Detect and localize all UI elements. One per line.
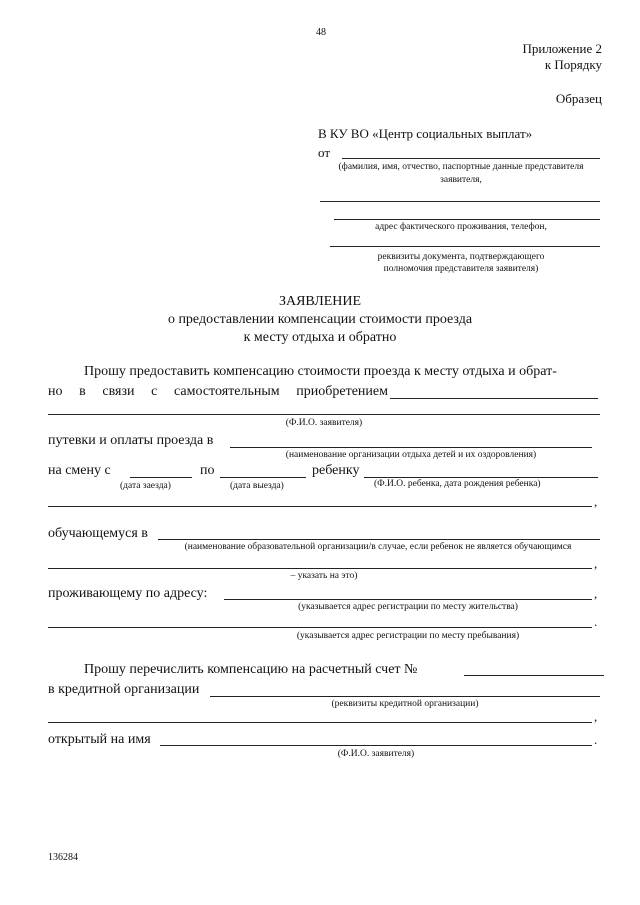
account-holder-line[interactable] [160,745,592,746]
request-word: но [48,384,63,399]
applicant-name-line[interactable] [48,414,600,415]
document-subtitle-2: к месту отдыха и обратно [243,330,397,345]
comma: , [594,709,598,724]
account-number-line[interactable] [464,675,604,676]
registration-address-line[interactable] [224,599,592,600]
hint-arrival: (дата заезда) [120,481,171,491]
hint-fio-end: (Ф.И.О. заявителя) [337,749,415,759]
stay-address-line[interactable] [48,627,592,628]
bank-line[interactable] [210,696,600,697]
appendix-line-1: Приложение 2 [522,41,602,56]
addressee-hint-5: полномочия представителя заявителя) [383,264,539,274]
addressee-line-2[interactable] [320,201,600,202]
request-word: самостоятельным [174,384,280,399]
request-word: с [151,384,158,399]
organization-line[interactable] [230,447,592,448]
footer-code: 136284 [48,852,78,863]
shift-to-label: по [200,463,215,478]
hint-education-2: – указать на это) [290,571,358,581]
hint-stay: (указывается адрес регистрации по месту пребывания) [296,631,520,641]
comma: , [594,586,598,601]
opened-label: открытый на имя [48,732,151,747]
page-number: 48 [316,27,326,38]
arrival-date-line[interactable] [130,477,192,478]
hint-departure: (дата выезда) [230,481,284,491]
bank-line-2[interactable] [48,722,592,723]
request-word: приобретением [296,384,388,399]
education-line-2[interactable] [48,568,592,569]
transfer-label: Прошу перечислить компенсацию на расчетный счет № [84,662,418,677]
hint-child: (Ф.И.О. ребенка, дата рождения ребенка) [374,479,541,489]
comma: , [594,494,598,509]
student-label: обучающемуся в [48,526,148,541]
hint-registration: (указывается адрес регистрации по месту жительства) [298,602,518,612]
addressee-line-4[interactable] [330,246,600,247]
addressee-hint-1: (фамилия, имя, отчество, паспортные данные представителя [338,162,584,172]
child-line[interactable] [364,477,598,478]
hint-bank: (реквизиты кредитной организации) [331,699,479,709]
sample-label: Образец [555,91,602,106]
request-line-2 [48,384,388,400]
document-title: ЗАЯВЛЕНИЕ [278,294,362,309]
hint-fio-applicant: (Ф.И.О. заявителя) [285,418,363,428]
education-line[interactable] [158,539,600,540]
voucher-label: путевки и оплаты проезда в [48,433,214,448]
addressee-hint-2: заявителя, [440,175,482,185]
comma: , [594,556,598,571]
request-line-1: Прошу предоставить компенсацию стоимости проезда к месту отдыха и обрат- [84,364,557,379]
departure-date-line[interactable] [220,477,306,478]
addressee-hint-4: реквизиты документа, подтверждающего [377,252,545,262]
addressee-from-label: от [318,145,331,160]
addressee-from-line[interactable] [342,158,600,159]
child-line-2[interactable] [48,506,592,507]
period: . [594,614,598,629]
request-word: в [79,384,86,399]
request-acquisition-line[interactable] [390,398,598,399]
child-label: ребенку [312,463,360,478]
addressee-to: В КУ ВО «Центр социальных выплат» [318,126,533,141]
document-subtitle-1: о предоставлении компенсации стоимости проезда [167,312,473,327]
hint-education-1: (наименование образовательной организации/в случае, если ребенок не является обучающимся [184,542,572,552]
request-word: связи [102,384,135,399]
period: . [594,732,598,747]
appendix-line-2: к Порядку [544,57,602,72]
addressee-line-3[interactable] [334,219,600,220]
addressee-hint-3: адрес фактического проживания, телефон, [375,222,547,232]
address-label: проживающему по адресу: [48,586,208,601]
shift-label: на смену с [48,463,111,478]
hint-organization: (наименование организации отдыха детей и их оздоровления) [285,450,537,460]
bank-label: в кредитной организации [48,682,200,697]
